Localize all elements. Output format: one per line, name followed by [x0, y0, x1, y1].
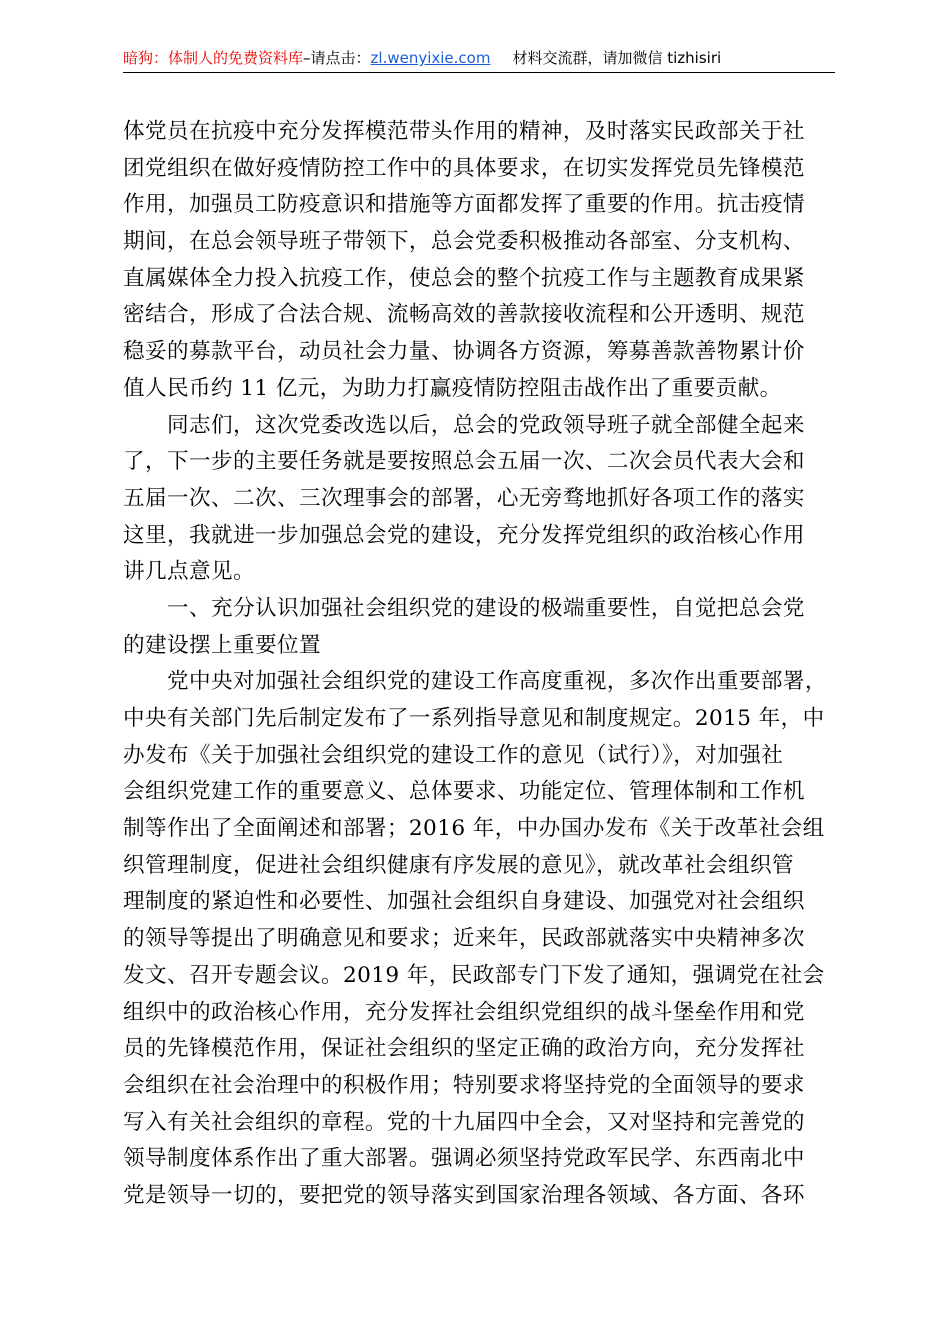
text-line: 这里，我就进一步加强总会党的建设，充分发挥党组织的政治核心作用: [123, 522, 805, 548]
text-line: 密结合，形成了合法合规、流畅高效的善款接收流程和公开透明、规范: [123, 302, 805, 328]
text-line: 写入有关社会组织的章程。党的十九届四中全会，又对坚持和完善党的: [123, 1109, 805, 1135]
paragraph-start-line: 党中央对加强社会组织党的建设工作高度重视，多次作出重要部署，: [167, 669, 827, 695]
section-heading-line: 的建设摆上重要位置: [123, 632, 321, 658]
document-body: [123, 114, 835, 1215]
text-line: 团党组织在做好疫情防控工作中的具体要求，在切实发挥党员先锋模范: [123, 155, 805, 181]
text-line: 五届一次、二次、三次理事会的部署，心无旁骛地抓好各项工作的落实: [123, 485, 805, 511]
text-line: 领导制度体系作出了重大部署。强调必须坚持党政军民学、东西南北中: [123, 1146, 805, 1172]
text-line: 会组织在社会治理中的积极作用；特别要求将坚持党的全面领导的要求: [123, 1072, 805, 1098]
paragraph-start-line: 同志们，这次党委改选以后，总会的党政领导班子就全部健全起来: [167, 412, 805, 438]
text-line: 的领导等提出了明确意见和要求；近来年，民政部就落实中央精神多次: [123, 926, 805, 952]
text-line: 织管理制度，促进社会组织健康有序发展的意见》，就改革社会组织管: [123, 852, 795, 878]
page-header: [123, 44, 835, 73]
site-link[interactable]: zl.wenyixie.com: [370, 49, 491, 67]
text-line: 中央有关部门先后制定发布了一系列指导意见和制度规定。2015 年，中: [123, 706, 825, 731]
text-line: 期间，在总会领导班子带领下，总会党委积极推动各部室、分支机构、: [123, 229, 805, 255]
text-line: 值人民币约 11 亿元，为助力打赢疫情防控阻击战作出了重要贡献。: [123, 375, 782, 401]
text-line: 办发布《关于加强社会组织党的建设工作的意见（试行）》，对加强社: [123, 742, 784, 768]
text-line: 理制度的紧迫性和必要性、加强社会组织自身建设、加强党对社会组织: [123, 889, 805, 915]
text-line: 体党员在抗疫中充分发挥模范带头作用的精神，及时落实民政部关于社: [123, 119, 805, 144]
text-line: 组织中的政治核心作用，充分发挥社会组织党组织的战斗堡垒作用和党: [123, 999, 805, 1025]
text-line: 了，下一步的主要任务就是要按照总会五届一次、二次会员代表大会和: [123, 449, 805, 475]
brand-text: 暗狗：体制人的免费资料库: [123, 49, 304, 67]
text-line: 直属媒体全力投入抗疫工作，使总会的整个抗疫工作与主题教育成果紧: [123, 265, 805, 291]
text-line: 作用，加强员工防疫意识和措施等方面都发挥了重要的作用。抗击疫情: [123, 192, 805, 218]
click-prompt: –请点击：: [303, 49, 371, 67]
text-line: 会组织党建工作的重要意义、总体要求、功能定位、管理体制和工作机: [123, 779, 805, 805]
text-line: 发文、召开专题会议。2019 年，民政部专门下发了通知，强调党在社会: [123, 962, 825, 988]
text-line: 讲几点意见。: [123, 559, 255, 585]
text-line: 员的先锋模范作用，保证社会组织的坚定正确的政治方向，充分发挥社: [123, 1036, 805, 1062]
text-line: 稳妥的募款平台，动员社会力量、协调各方资源，筹募善款善物累计价: [123, 339, 805, 365]
section-heading-line: 一、充分认识加强社会组织党的建设的极端重要性，自觉把总会党: [167, 595, 805, 621]
text-line: 制等作出了全面阐述和部署；2016 年，中办国办发布《关于改革社会组: [123, 816, 825, 842]
wechat-note: 材料交流群，请加微信 tizhisiri: [512, 49, 722, 67]
text-line: 党是领导一切的，要把党的领导落实到国家治理各领域、各方面、各环: [123, 1182, 805, 1208]
